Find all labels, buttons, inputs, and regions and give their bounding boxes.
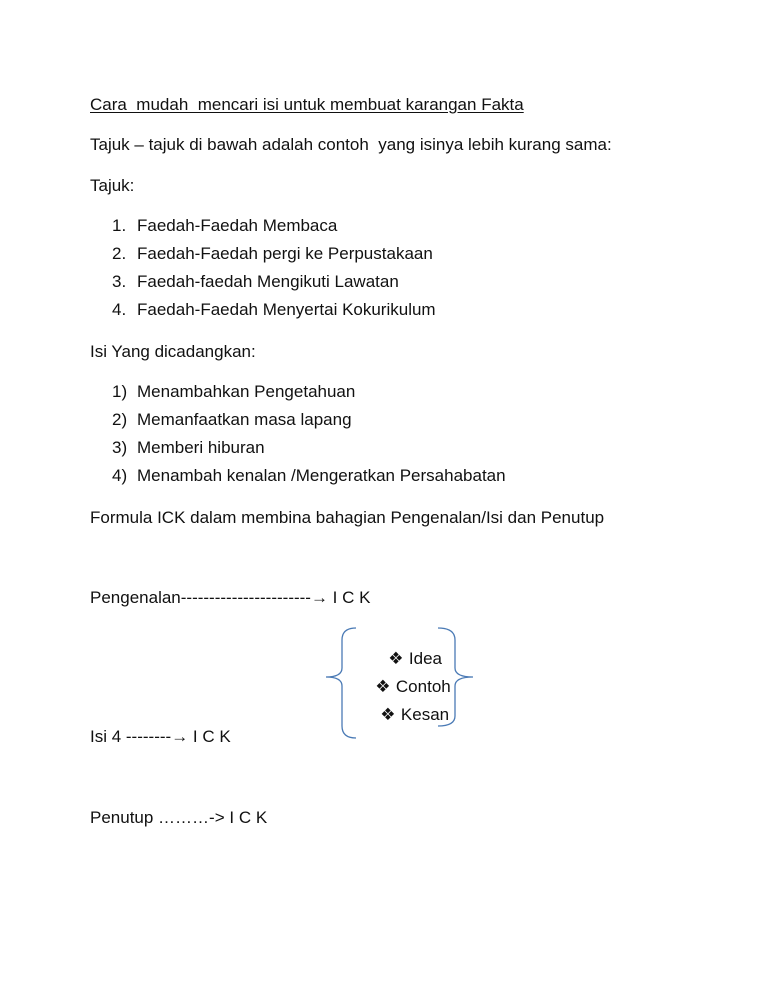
diamond-bullet-icon: ❖ [388,649,404,668]
document-title: Cara mudah mencari isi untuk membuat karangan Fakta [90,95,524,114]
list-item-text: Faedah-Faedah pergi ke Perpustakaan [137,244,433,263]
tajuk-label: Tajuk: [90,176,135,195]
list-item-text: Memanfaatkan masa lapang [137,410,352,429]
list-marker: 2. [112,244,127,263]
list-marker: 3. [112,272,127,291]
diamond-bullet-icon: ❖ [380,705,396,724]
bullet-text: Kesan [400,705,450,724]
list-item-text: Faedah-Faedah Menyertai Kokurikulum [137,300,436,319]
pengenalan-line: Pengenalan-----------------------→ I C K [90,588,371,607]
bullet-text: Contoh [395,677,451,696]
diamond-bullet-icon: ❖ [375,677,391,696]
formula-heading: Formula ICK dalam membina bahagian Pengenalan/Isi dan Penutup [90,508,605,527]
list-marker: 2) [112,410,128,429]
list-item-text: Memberi hiburan [137,438,265,457]
list-item-text: Faedah-Faedah Membaca [137,216,338,235]
list-marker: 3) [112,438,128,457]
bullet-text: Idea [408,649,442,668]
intro-text: Tajuk – tajuk di bawah adalah contoh yang isinya lebih kurang sama: [90,135,612,154]
list-item [360,685,449,745]
list-marker: 1) [112,382,128,401]
list-item-text: Menambahkan Pengetahuan [137,382,356,401]
list-marker: 4. [112,300,127,319]
isi-line: Isi 4 --------→ I C K [90,727,231,746]
list-item-text: Faedah-faedah Mengikuti Lawatan [137,272,399,291]
isi-label: Isi Yang dicadangkan: [90,342,256,361]
left-brace-icon [326,628,356,738]
penutup-line: Penutup ………-> I C K [90,808,268,827]
list-marker: 1. [112,216,127,235]
list-item-text: Menambah kenalan /Mengeratkan Persahabatan [137,466,506,485]
list-marker: 4) [112,466,128,485]
